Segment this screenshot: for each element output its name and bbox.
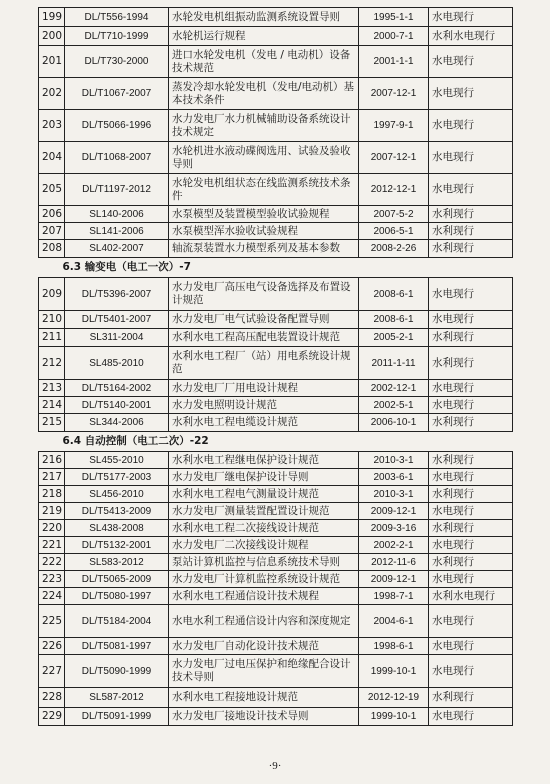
- standard-code: SL583-2012: [65, 554, 169, 571]
- status: 水电现行: [429, 46, 513, 78]
- table-row: [39, 311, 513, 329]
- status: 水电现行: [429, 655, 513, 688]
- table-row: [39, 174, 513, 206]
- status: 水电现行: [429, 469, 513, 486]
- standard-code: DL/T730-2000: [65, 46, 169, 78]
- effective-date: 2006-10-1: [359, 414, 429, 432]
- effective-date: 2006-5-1: [359, 223, 429, 240]
- status: 水利现行: [429, 414, 513, 432]
- status: 水利现行: [429, 554, 513, 571]
- table-row: [39, 554, 513, 571]
- effective-date: 1995-1-1: [359, 8, 429, 27]
- status: 水电现行: [429, 8, 513, 27]
- effective-date: 1999-10-1: [359, 655, 429, 688]
- table-row: [39, 638, 513, 655]
- standard-code: SL456-2010: [65, 486, 169, 503]
- standard-code: DL/T5177-2003: [65, 469, 169, 486]
- standard-name: 水力发电厂自动化设计技术规范: [169, 638, 359, 655]
- row-number: 225: [39, 605, 65, 638]
- row-number: 210: [39, 311, 65, 329]
- status: 水电现行: [429, 110, 513, 142]
- effective-date: 2004-6-1: [359, 605, 429, 638]
- row-number: 202: [39, 78, 65, 110]
- standard-name: 水利水电工程电气测量设计规范: [169, 486, 359, 503]
- table-row: [39, 688, 513, 708]
- standard-name: 轴流泵装置水力模型系列及基本参数: [169, 240, 359, 258]
- status: 水利现行: [429, 329, 513, 347]
- standard-code: DL/T5066-1996: [65, 110, 169, 142]
- row-number: 221: [39, 537, 65, 554]
- table-row: [39, 571, 513, 588]
- effective-date: 2011-1-11: [359, 347, 429, 380]
- standard-code: SL141-2006: [65, 223, 169, 240]
- section-heading: 6.4 自动控制（电工二次）-22: [39, 432, 513, 452]
- standard-code: DL/T1068-2007: [65, 142, 169, 174]
- status: 水电现行: [429, 380, 513, 397]
- effective-date: 2007-5-2: [359, 206, 429, 223]
- row-number: 228: [39, 688, 65, 708]
- standard-name: 水电水利工程通信设计内容和深度规定: [169, 605, 359, 638]
- table-row: [39, 397, 513, 414]
- effective-date: 1997-9-1: [359, 110, 429, 142]
- row-number: 226: [39, 638, 65, 655]
- status: 水电现行: [429, 537, 513, 554]
- standard-name: 水力发电厂计算机监控系统设计规范: [169, 571, 359, 588]
- status: 水利现行: [429, 520, 513, 537]
- standard-code: SL587-2012: [65, 688, 169, 708]
- standard-name: 水泵模型浑水验收试验规程: [169, 223, 359, 240]
- status: 水电现行: [429, 278, 513, 311]
- status: 水利现行: [429, 688, 513, 708]
- effective-date: 2001-1-1: [359, 46, 429, 78]
- effective-date: 2007-12-1: [359, 142, 429, 174]
- status: 水电现行: [429, 708, 513, 726]
- row-number: 212: [39, 347, 65, 380]
- standard-name: 蒸发冷却水轮发电机（发电/电动机）基本技术条件: [169, 78, 359, 110]
- table-row: [39, 452, 513, 469]
- standard-name: 水力发电厂二次接线设计规程: [169, 537, 359, 554]
- section-heading: 6.3 输变电（电工一次）-7: [39, 258, 513, 278]
- table-row: [39, 520, 513, 537]
- status: 水利现行: [429, 452, 513, 469]
- effective-date: 2005-2-1: [359, 329, 429, 347]
- standard-code: DL/T710-1999: [65, 27, 169, 46]
- table-row: [39, 588, 513, 605]
- effective-date: 2012-12-1: [359, 174, 429, 206]
- table-row: [39, 469, 513, 486]
- row-number: 219: [39, 503, 65, 520]
- standard-name: 水力发电厂电气试验设备配置导则: [169, 311, 359, 329]
- effective-date: 2002-12-1: [359, 380, 429, 397]
- standard-name: 水力发电厂厂用电设计规程: [169, 380, 359, 397]
- effective-date: 2000-7-1: [359, 27, 429, 46]
- row-number: 209: [39, 278, 65, 311]
- standard-name: 水利水电工程二次接线设计规范: [169, 520, 359, 537]
- status: 水电现行: [429, 78, 513, 110]
- status: 水电现行: [429, 397, 513, 414]
- status: 水电现行: [429, 638, 513, 655]
- standard-name: 水力发电厂接地设计技术导则: [169, 708, 359, 726]
- row-number: 203: [39, 110, 65, 142]
- standard-name: 泵站计算机监控与信息系统技术导则: [169, 554, 359, 571]
- table-row: [39, 8, 513, 27]
- standard-code: SL140-2006: [65, 206, 169, 223]
- table-row: [39, 206, 513, 223]
- table-row: [39, 46, 513, 78]
- row-number: 205: [39, 174, 65, 206]
- row-number: 208: [39, 240, 65, 258]
- table-row: [39, 655, 513, 688]
- row-number: 200: [39, 27, 65, 46]
- table-row: [39, 347, 513, 380]
- standard-code: SL485-2010: [65, 347, 169, 380]
- effective-date: 2007-12-1: [359, 78, 429, 110]
- status: 水利水电现行: [429, 27, 513, 46]
- effective-date: 2009-12-1: [359, 503, 429, 520]
- standard-name: 水轮发电机组状态在线监测系统技术条件: [169, 174, 359, 206]
- standard-code: DL/T5413-2009: [65, 503, 169, 520]
- table-row: [39, 110, 513, 142]
- standard-name: 水利水电工程接地设计规范: [169, 688, 359, 708]
- status: 水利现行: [429, 206, 513, 223]
- standard-code: SL311-2004: [65, 329, 169, 347]
- effective-date: 2012-11-6: [359, 554, 429, 571]
- standard-code: DL/T5090-1999: [65, 655, 169, 688]
- standard-name: 水轮机运行规程: [169, 27, 359, 46]
- row-number: 204: [39, 142, 65, 174]
- row-number: 211: [39, 329, 65, 347]
- row-number: 216: [39, 452, 65, 469]
- effective-date: 2008-6-1: [359, 311, 429, 329]
- status: 水利水电现行: [429, 588, 513, 605]
- standard-name: 水力发电照明设计规范: [169, 397, 359, 414]
- row-number: 214: [39, 397, 65, 414]
- standards-table: [38, 7, 513, 726]
- status: 水电现行: [429, 571, 513, 588]
- standard-name: 水泵模型及装置模型验收试验规程: [169, 206, 359, 223]
- effective-date: 2010-3-1: [359, 452, 429, 469]
- effective-date: 2008-2-26: [359, 240, 429, 258]
- standard-code: DL/T5065-2009: [65, 571, 169, 588]
- effective-date: 2010-3-1: [359, 486, 429, 503]
- row-number: 218: [39, 486, 65, 503]
- status: 水利现行: [429, 223, 513, 240]
- standard-name: 水利水电工程电缆设计规范: [169, 414, 359, 432]
- table-row: [39, 27, 513, 46]
- effective-date: 1999-10-1: [359, 708, 429, 726]
- standard-name: 水轮机进水液动碟阀选用、试验及验收导则: [169, 142, 359, 174]
- standard-name: 水利水电工程通信设计技术规程: [169, 588, 359, 605]
- standard-name: 水力发电厂过电压保护和绝缘配合设计技术导则: [169, 655, 359, 688]
- effective-date: 1998-7-1: [359, 588, 429, 605]
- effective-date: 2012-12-19: [359, 688, 429, 708]
- page-number: ·9·: [268, 760, 282, 772]
- status: 水利现行: [429, 486, 513, 503]
- row-number: 217: [39, 469, 65, 486]
- effective-date: 2009-12-1: [359, 571, 429, 588]
- section-heading-row: [39, 258, 513, 278]
- table-row: [39, 329, 513, 347]
- standard-code: DL/T5091-1999: [65, 708, 169, 726]
- table-row: [39, 223, 513, 240]
- row-number: 201: [39, 46, 65, 78]
- standard-code: DL/T5132-2001: [65, 537, 169, 554]
- section-heading-row: [39, 432, 513, 452]
- table-row: [39, 486, 513, 503]
- table-row: [39, 414, 513, 432]
- standard-code: DL/T5081-1997: [65, 638, 169, 655]
- effective-date: 1998-6-1: [359, 638, 429, 655]
- standard-code: SL344-2006: [65, 414, 169, 432]
- standards-table-body: [39, 8, 513, 726]
- status: 水电现行: [429, 503, 513, 520]
- standard-code: DL/T5184-2004: [65, 605, 169, 638]
- standard-name: 水利水电工程厂（站）用电系统设计规范: [169, 347, 359, 380]
- standard-code: DL/T5396-2007: [65, 278, 169, 311]
- status: 水电现行: [429, 174, 513, 206]
- table-row: [39, 380, 513, 397]
- standard-code: DL/T5164-2002: [65, 380, 169, 397]
- status: 水电现行: [429, 311, 513, 329]
- effective-date: 2008-6-1: [359, 278, 429, 311]
- table-row: [39, 708, 513, 726]
- standard-name: 水利水电工程高压配电装置设计规范: [169, 329, 359, 347]
- status: 水电现行: [429, 142, 513, 174]
- status: 水利现行: [429, 240, 513, 258]
- standard-code: DL/T1067-2007: [65, 78, 169, 110]
- row-number: 215: [39, 414, 65, 432]
- table-row: [39, 537, 513, 554]
- row-number: 207: [39, 223, 65, 240]
- row-number: 213: [39, 380, 65, 397]
- status: 水电现行: [429, 605, 513, 638]
- standard-code: DL/T5140-2001: [65, 397, 169, 414]
- effective-date: 2009-3-16: [359, 520, 429, 537]
- effective-date: 2003-6-1: [359, 469, 429, 486]
- table-row: [39, 240, 513, 258]
- row-number: 222: [39, 554, 65, 571]
- table-row: [39, 78, 513, 110]
- effective-date: 2002-2-1: [359, 537, 429, 554]
- row-number: 206: [39, 206, 65, 223]
- standard-code: SL438-2008: [65, 520, 169, 537]
- standard-name: 进口水轮发电机（发电 / 电动机）设备技术规范: [169, 46, 359, 78]
- standard-code: SL455-2010: [65, 452, 169, 469]
- row-number: 220: [39, 520, 65, 537]
- table-row: [39, 503, 513, 520]
- table-row: [39, 278, 513, 311]
- standard-name: 水轮发电机组振动监测系统设置导则: [169, 8, 359, 27]
- table-row: [39, 142, 513, 174]
- row-number: 223: [39, 571, 65, 588]
- standard-code: SL402-2007: [65, 240, 169, 258]
- effective-date: 2002-5-1: [359, 397, 429, 414]
- standard-name: 水力发电厂高压电气设备选择及布置设计规范: [169, 278, 359, 311]
- row-number: 229: [39, 708, 65, 726]
- standard-code: DL/T5401-2007: [65, 311, 169, 329]
- row-number: 224: [39, 588, 65, 605]
- standard-name: 水力发电厂测量装置配置设计规范: [169, 503, 359, 520]
- standard-code: DL/T5080-1997: [65, 588, 169, 605]
- standard-name: 水力发电厂水力机械辅助设备系统设计技术规定: [169, 110, 359, 142]
- row-number: 199: [39, 8, 65, 27]
- standard-code: DL/T556-1994: [65, 8, 169, 27]
- row-number: 227: [39, 655, 65, 688]
- standard-code: DL/T1197-2012: [65, 174, 169, 206]
- standard-name: 水利水电工程继电保护设计规范: [169, 452, 359, 469]
- standard-name: 水力发电厂继电保护设计导则: [169, 469, 359, 486]
- status: 水利现行: [429, 347, 513, 380]
- table-row: [39, 605, 513, 638]
